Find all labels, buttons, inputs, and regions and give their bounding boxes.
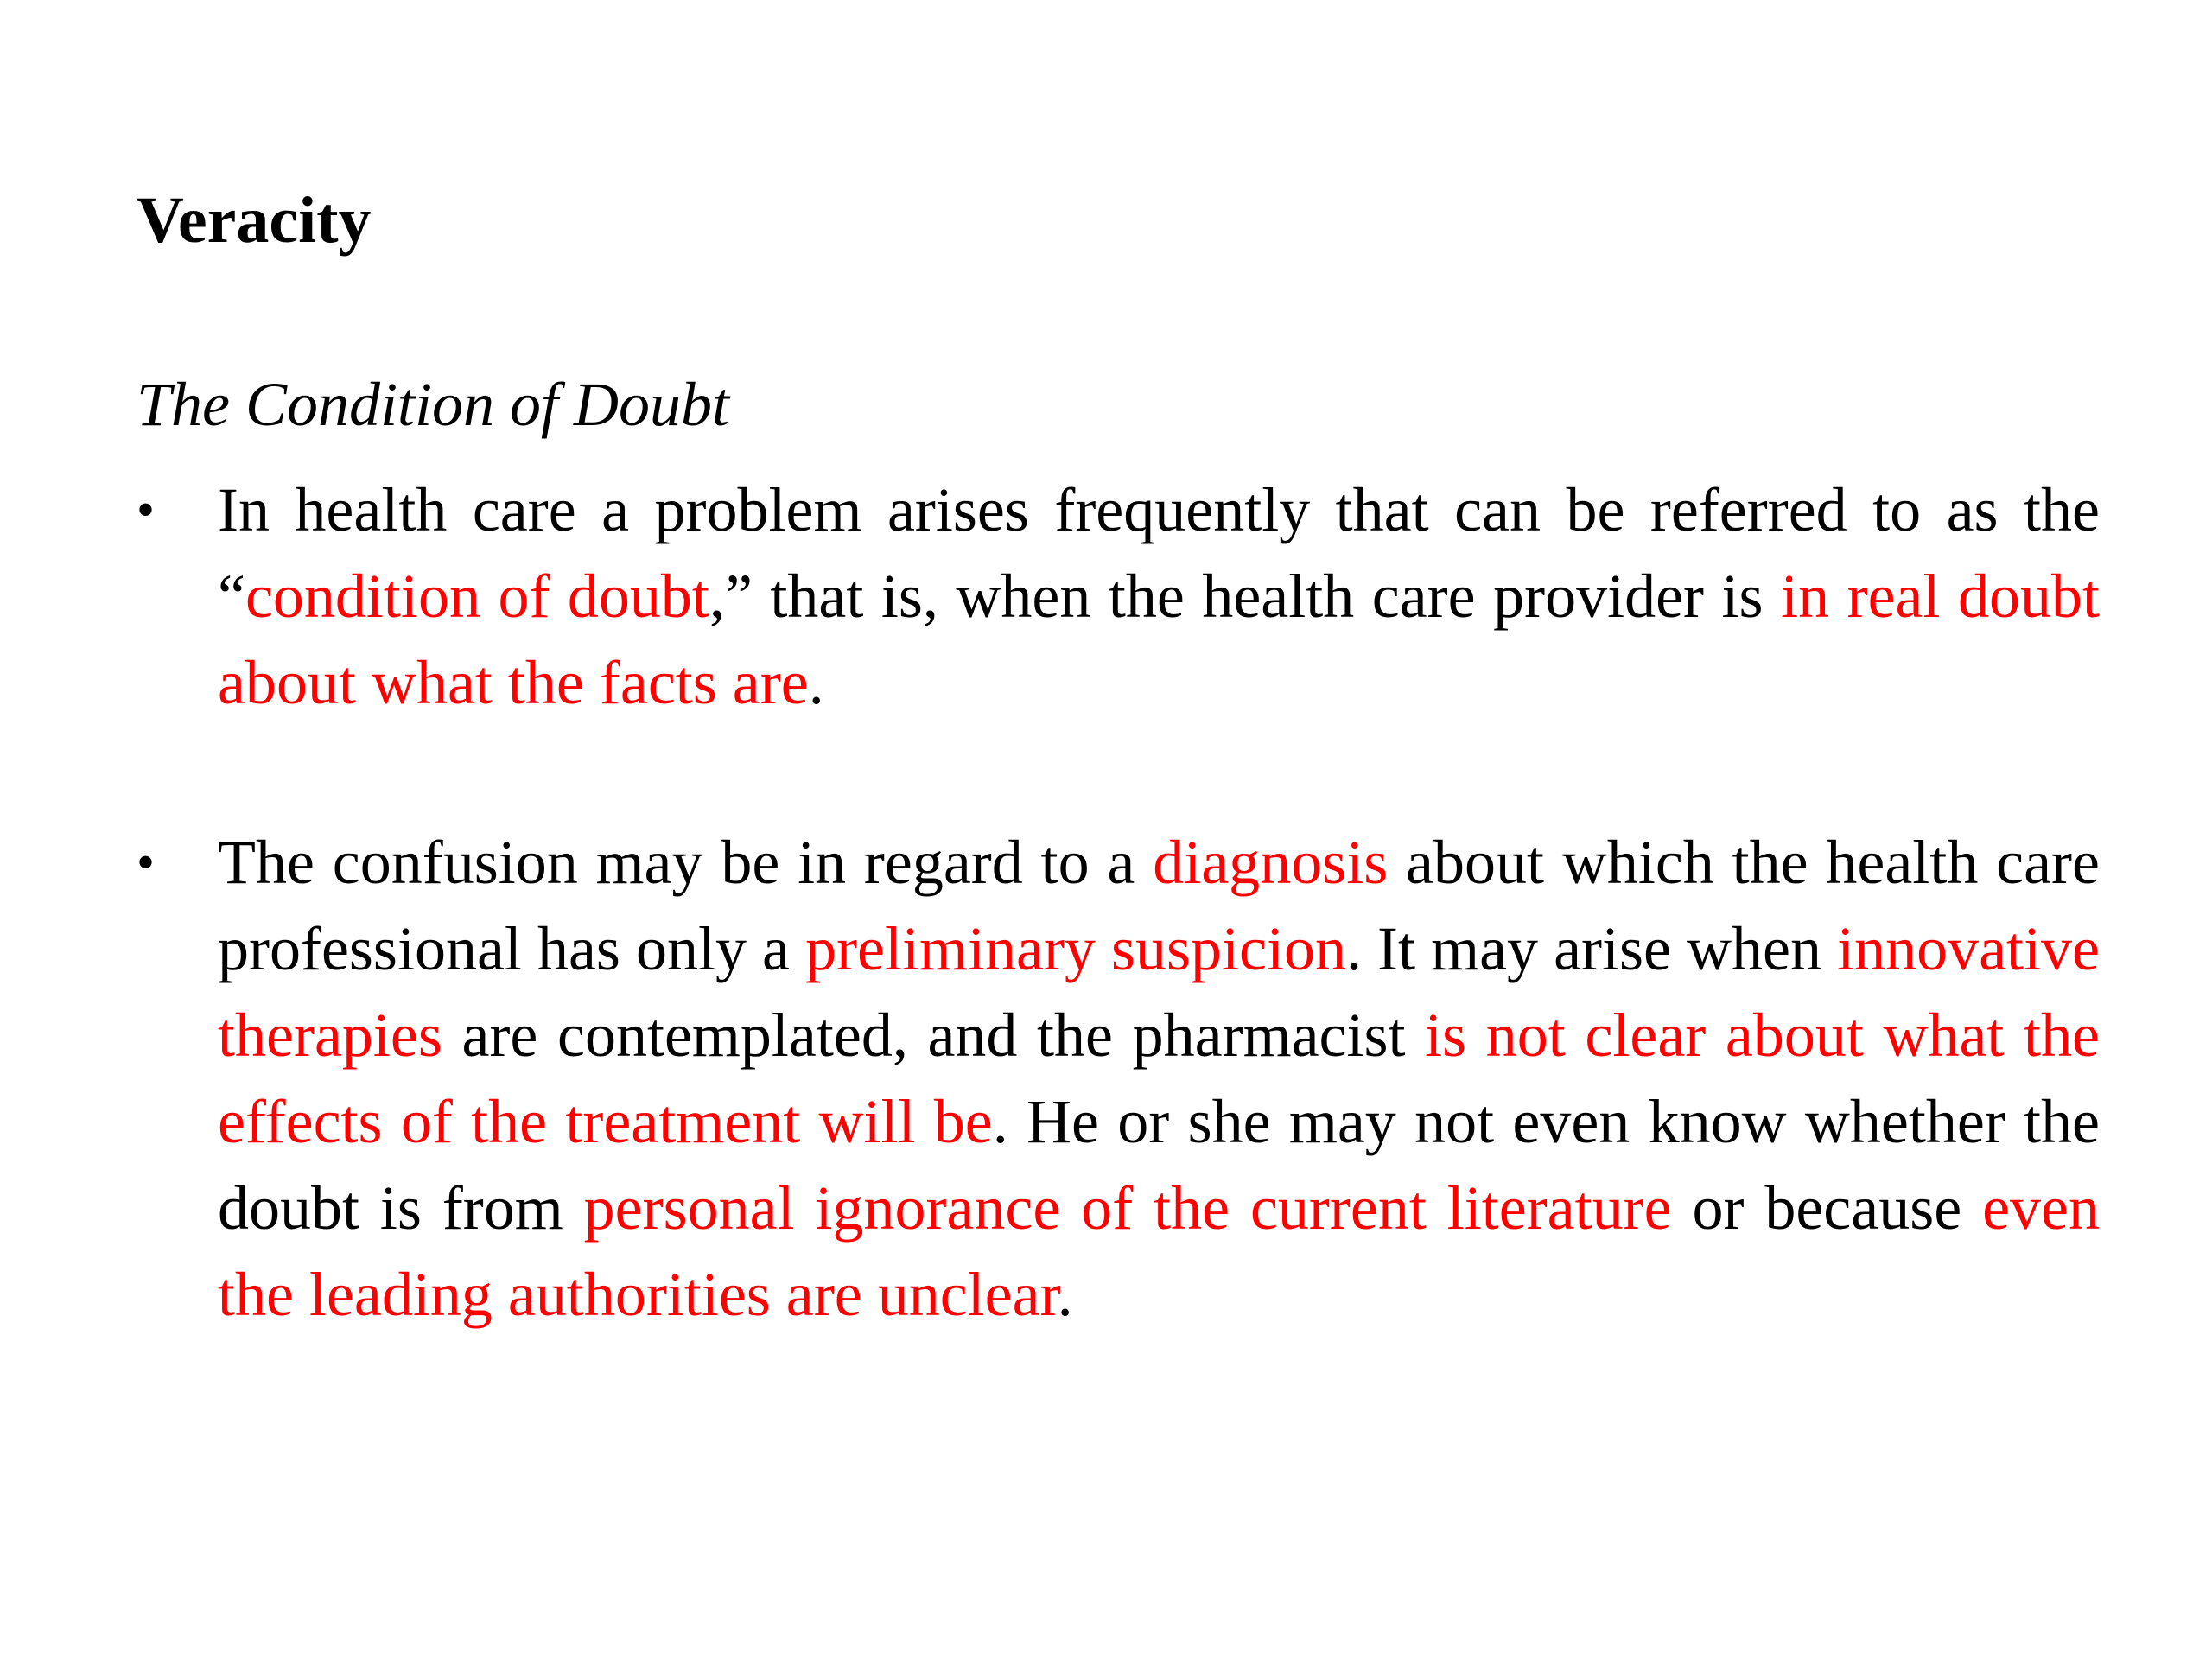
text-segment: In health care a problem arises frequently that can be referred to as the “	[218, 475, 2100, 631]
bullet-marker: •	[137, 481, 156, 538]
text-segment: .	[808, 648, 824, 717]
text-segment: are contemplated, and the pharmacist	[442, 1001, 1426, 1070]
text-segment: about which the health care professional has only a	[218, 828, 2100, 983]
highlighted-phrase: is not clear about what the effects of the treatment will be	[218, 1001, 2101, 1156]
highlighted-phrase: personal ignorance of the current literature	[583, 1173, 1672, 1243]
highlighted-phrase: in real doubt about what the facts are	[218, 562, 2100, 717]
bullet-marker: •	[137, 834, 156, 891]
text-segment: .	[1057, 1260, 1073, 1329]
text-segment: . He or she may not even know whether the doubt is from	[218, 1087, 2100, 1243]
text-segment: . It may arise when	[1346, 914, 1838, 983]
highlighted-phrase: even the leading authorities are unclear	[218, 1173, 2100, 1329]
slide-subtitle: The Condition of Doubt	[137, 370, 730, 439]
text-segment: ,” that is, when the health care provider is	[709, 562, 1782, 631]
text-segment: or because	[1671, 1173, 1983, 1243]
highlighted-phrase: diagnosis	[1153, 828, 1389, 897]
bullet-item	[137, 819, 2100, 1338]
highlighted-phrase: innovative therapies	[218, 914, 2100, 1070]
bullet-text	[218, 819, 2100, 1338]
bullet-text	[218, 467, 2100, 726]
slide-title: Veracity	[137, 184, 372, 257]
text-segment: The confusion may be in regard to a	[218, 828, 1154, 897]
bullet-item	[137, 467, 2100, 726]
highlighted-phrase: condition of doubt	[245, 562, 709, 631]
highlighted-phrase: preliminary suspicion	[805, 914, 1346, 983]
